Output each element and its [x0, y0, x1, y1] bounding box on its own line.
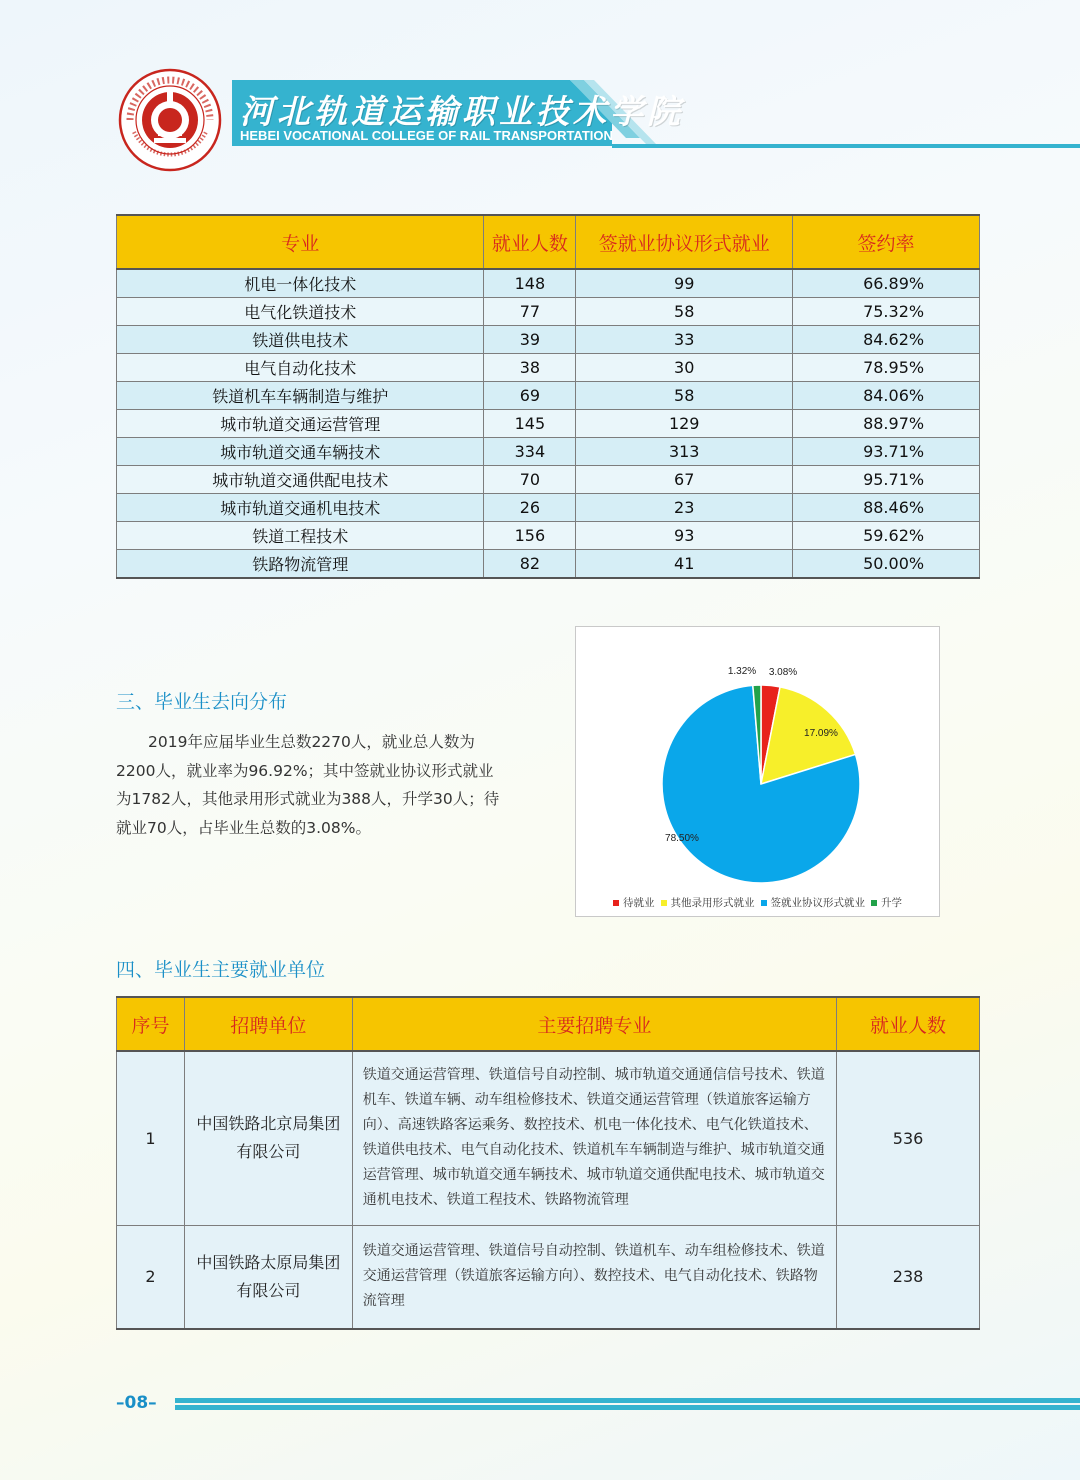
table-row	[117, 410, 980, 438]
legend-label: 升学	[881, 897, 902, 909]
employed-count: 77	[484, 298, 576, 326]
pie-data-label: 78.50%	[665, 833, 699, 844]
major-name: 铁路物流管理	[117, 550, 484, 579]
contract-count: 23	[576, 494, 793, 522]
recruited-majors: 铁道交通运营管理、铁道信号自动控制、铁道机车、动车组检修技术、铁道交通运营管理（铁道旅客运输方向）、数控技术、电气自动化技术、铁路物流管理	[352, 1225, 836, 1329]
hire-count: 536	[837, 1051, 980, 1225]
section-title-destination: 三、毕业生去向分布	[116, 691, 288, 713]
major-name: 机电一体化技术	[117, 269, 484, 298]
legend-item	[761, 895, 866, 910]
contract-count: 129	[576, 410, 793, 438]
table-row	[117, 466, 980, 494]
pie-data-label: 1.32%	[727, 666, 757, 677]
table-row	[117, 494, 980, 522]
major-name: 城市轨道交通运营管理	[117, 410, 484, 438]
contract-rate: 75.32%	[793, 298, 980, 326]
employment-rate-rows	[117, 269, 980, 578]
contract-count: 33	[576, 326, 793, 354]
pie-data-label: 17.09%	[804, 728, 838, 739]
legend-label: 其他录用形式就业	[670, 897, 755, 909]
employment-rate-table	[116, 214, 980, 579]
contract-rate: 84.62%	[793, 326, 980, 354]
destination-pie-chart	[575, 626, 940, 917]
section-title-employers: 四、毕业生主要就业单位	[116, 959, 326, 981]
college-name-cn: 河北轨道运输职业技术学院	[240, 92, 684, 131]
table-row	[117, 298, 980, 326]
legend-swatch	[761, 900, 767, 906]
pie-chart-svg	[576, 627, 939, 916]
employed-count: 69	[484, 382, 576, 410]
col-header-employed: 就业人数	[484, 215, 576, 269]
pie-data-label: 3.08%	[768, 667, 798, 678]
legend-item	[661, 895, 755, 910]
employer-name-line1: 中国铁路太原局集团	[196, 1252, 341, 1272]
table-row	[117, 269, 980, 298]
row-number: 1	[117, 1051, 185, 1225]
table-row	[117, 382, 980, 410]
contract-rate: 95.71%	[793, 466, 980, 494]
college-name-en: HEBEI VOCATIONAL COLLEGE OF RAIL TRANSPORTATION	[240, 128, 613, 143]
contract-count: 99	[576, 269, 793, 298]
legend-label: 待就业	[623, 897, 655, 909]
legend-swatch	[661, 900, 667, 906]
col-header-contract: 签就业协议形式就业	[576, 215, 793, 269]
employed-count: 148	[484, 269, 576, 298]
contract-count: 30	[576, 354, 793, 382]
col-header-no: 序号	[117, 997, 185, 1051]
pie-legend	[576, 895, 939, 910]
table-row	[117, 326, 980, 354]
employed-count: 156	[484, 522, 576, 550]
legend-label: 签就业协议形式就业	[770, 897, 865, 909]
col-header-rate: 签约率	[793, 215, 980, 269]
employers-table	[116, 996, 980, 1330]
legend-item	[871, 895, 902, 910]
employed-count: 334	[484, 438, 576, 466]
contract-count: 67	[576, 466, 793, 494]
major-name: 铁道工程技术	[117, 522, 484, 550]
employed-count: 38	[484, 354, 576, 382]
employed-count: 70	[484, 466, 576, 494]
destination-paragraph: 2019年应届毕业生总数2270人，就业总人数为2200人，就业率为96.92%；其中签就业协议形式就业为1782人，其他录用形式就业为388人，升学30人；待就业70人，占毕业生总数的3.08%。	[116, 733, 500, 838]
footer-bar-top	[175, 1398, 1080, 1403]
employed-count: 82	[484, 550, 576, 579]
major-name: 电气自动化技术	[117, 354, 484, 382]
col-header-unit: 招聘单位	[184, 997, 352, 1051]
contract-count: 313	[576, 438, 793, 466]
major-name: 电气化铁道技术	[117, 298, 484, 326]
employer-name-line2: 有限公司	[236, 1280, 301, 1300]
major-name: 城市轨道交通供配电技术	[117, 466, 484, 494]
legend-swatch	[613, 900, 619, 906]
table-row	[117, 354, 980, 382]
table-row	[117, 438, 980, 466]
employed-count: 145	[484, 410, 576, 438]
recruited-majors: 铁道交通运营管理、铁道信号自动控制、城市轨道交通通信信号技术、铁道机车、铁道车辆、动车组检修技术、铁道交通运营管理（铁道旅客运输方向）、高速铁路客运乘务、数控技术、机电一体化技术、电气化铁道技术、铁道供电技术、电气自动化技术、铁道机车车辆制造与维护、城市轨道交通运营管理、城市轨道交通车辆技术、城市轨道交通供配电技术、城市轨道交通机电技术、铁道工程技术、铁路物流管理	[352, 1051, 836, 1225]
contract-count: 93	[576, 522, 793, 550]
contract-rate: 66.89%	[793, 269, 980, 298]
employer-name-line2: 有限公司	[236, 1142, 301, 1162]
major-name: 城市轨道交通机电技术	[117, 494, 484, 522]
col-header-major: 专业	[117, 215, 484, 269]
major-name: 铁道机车车辆制造与维护	[117, 382, 484, 410]
contract-rate: 88.97%	[793, 410, 980, 438]
page-number: –08–	[116, 1393, 157, 1413]
contract-count: 58	[576, 298, 793, 326]
contract-count: 41	[576, 550, 793, 579]
employer-name	[184, 1225, 352, 1329]
contract-rate: 78.95%	[793, 354, 980, 382]
table-row	[117, 522, 980, 550]
hire-count: 238	[837, 1225, 980, 1329]
contract-rate: 88.46%	[793, 494, 980, 522]
employer-name	[184, 1051, 352, 1225]
major-name: 城市轨道交通车辆技术	[117, 438, 484, 466]
college-seal-logo	[118, 68, 222, 172]
legend-item	[613, 895, 655, 910]
legend-swatch	[871, 900, 877, 906]
table-row	[117, 550, 980, 579]
employed-count: 26	[484, 494, 576, 522]
employer-name-line1: 中国铁路北京局集团	[196, 1114, 341, 1134]
employed-count: 39	[484, 326, 576, 354]
contract-rate: 50.00%	[793, 550, 980, 579]
contract-count: 58	[576, 382, 793, 410]
contract-rate: 59.62%	[793, 522, 980, 550]
contract-rate: 84.06%	[793, 382, 980, 410]
footer-bar-bottom	[175, 1405, 1080, 1410]
table-row	[117, 1225, 980, 1329]
row-number: 2	[117, 1225, 185, 1329]
contract-rate: 93.71%	[793, 438, 980, 466]
col-header-count: 就业人数	[837, 997, 980, 1051]
table-row	[117, 1051, 980, 1225]
col-header-majors: 主要招聘专业	[352, 997, 836, 1051]
major-name: 铁道供电技术	[117, 326, 484, 354]
